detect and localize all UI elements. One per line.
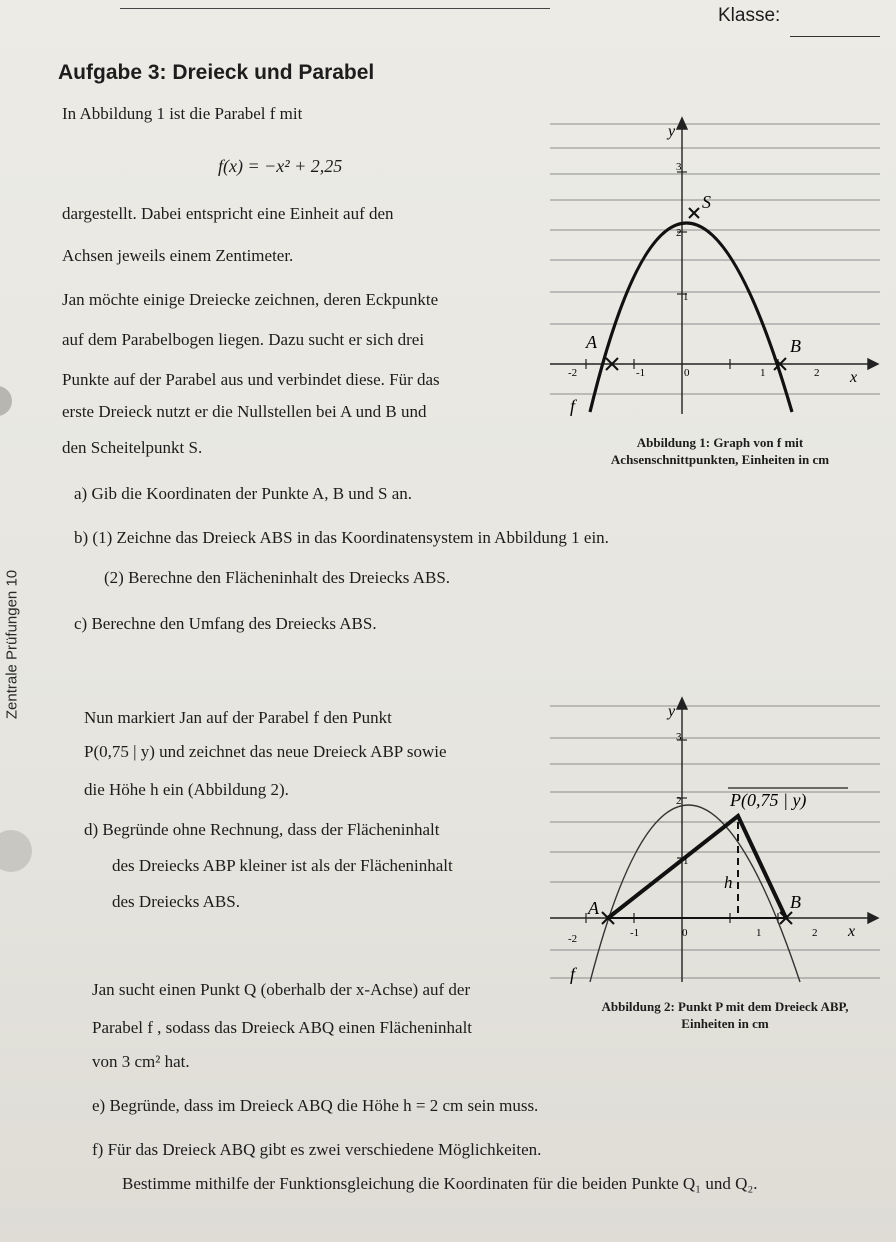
figure-2-triangle-ABP (608, 816, 786, 918)
figure-2-x-label: x (848, 923, 856, 940)
task-title: Aufgabe 3: Dreieck und Parabel (58, 61, 375, 84)
figure-2-graph (550, 692, 886, 992)
figure-1-y-label: y (668, 123, 676, 140)
figure-2-tick-x1: 1 (756, 927, 762, 939)
task-b1: b) (1) Zeichne das Dreieck ABS in das Koordinatensystem in Abbildung 1 ein. (74, 528, 609, 547)
task-e: e) Begründe, dass im Dreieck ABQ die Höhe h = 2 cm sein muss. (92, 1096, 539, 1115)
figure-2-A-label: A (588, 898, 599, 918)
figure-2-tick-x2: 2 (812, 927, 818, 939)
figure-2-caption-line-1: Abbildung 2: Punkt P mit dem Dreieck ABP, (601, 999, 849, 1014)
figure-1-tick-x1: 1 (760, 367, 766, 379)
intro-line-8: den Scheitelpunkt S. (62, 438, 203, 457)
figure-1-tick-xm1: -1 (636, 367, 646, 379)
side-label: Zentrale Prüfungen 10 (3, 569, 21, 720)
figure-2-caption-line-2: Einheiten in cm (681, 1016, 769, 1031)
figure-2-f-label: f (570, 964, 576, 984)
figure-2-tick-xm2: -2 (568, 933, 578, 945)
part3-line-2: Parabel f , sodass das Dreieck ABQ einen Flächeninhalt (92, 1018, 473, 1037)
figure-2-y-label: y (668, 703, 676, 720)
figure-2-B-label: B (790, 892, 801, 912)
figure-2-h-label: h (724, 873, 733, 892)
figure-1-caption-line-1: Abbildung 1: Graph von f mit (636, 435, 804, 450)
figure-1-caption-line-2: Achsenschnittpunkten, Einheiten in cm (610, 452, 830, 467)
figure-1-tick-xm2: -2 (568, 367, 578, 379)
task-d-line-2: des Dreiecks ABP kleiner ist als der Flächeninhalt (112, 856, 453, 875)
intro-line-6: Punkte auf der Parabel aus und verbindet diese. Für das (62, 370, 440, 389)
part3-line-1: Jan sucht einen Punkt Q (oberhalb der x-Achse) auf der (92, 980, 471, 999)
figure-2-tick-x0: 0 (682, 927, 688, 939)
task-d-line-1: d) Begründe ohne Rechnung, dass der Flächeninhalt (84, 820, 440, 839)
figure-1-S-label: S (702, 192, 711, 212)
figure-1-tick-y2: 2 (676, 227, 682, 239)
part2-line-1: Nun markiert Jan auf der Parabel f den Punkt (84, 708, 392, 727)
figure-1-A-label: A (586, 332, 597, 352)
intro-line-4: Jan möchte einige Dreiecke zeichnen, deren Eckpunkte (62, 290, 439, 309)
figure-1-B-label: B (790, 336, 801, 356)
figure-1-caption (560, 434, 880, 468)
punch-hole-bottom (0, 830, 32, 872)
part2-line-2: P(0,75 | y) und zeichnet das neue Dreieck ABP sowie (84, 742, 447, 761)
figure-2-gridlines (550, 706, 880, 978)
figure-1-point-markers (606, 208, 786, 370)
figure-1-x-arrow (868, 359, 878, 369)
task-d-line-3: des Dreiecks ABS. (112, 892, 240, 911)
task-c: c) Berechne den Umfang des Dreiecks ABS. (74, 614, 377, 633)
figure-1-x-label: x (850, 369, 858, 386)
punch-hole-top (0, 386, 12, 416)
figure-2-y-arrow (677, 698, 687, 709)
intro-line-3: Achsen jeweils einem Zentimeter. (62, 246, 294, 265)
function-formula: f(x) = −x² + 2,25 (218, 156, 343, 176)
klasse-label: Klasse: (718, 5, 781, 26)
figure-2-caption (560, 998, 890, 1032)
figure-1-parabola (590, 223, 792, 412)
part3-line-3: von 3 cm² hat. (92, 1052, 190, 1071)
intro-line-5: auf dem Parabelbogen liegen. Dazu sucht er sich drei (62, 330, 425, 349)
header-rule (120, 8, 550, 9)
figure-1-gridlines (550, 124, 880, 394)
task-f-line-2: Bestimme mithilfe der Funktionsgleichung die Koordinaten für die beiden Punkte Q₁ und Q₂. (122, 1174, 758, 1193)
intro-line-2: dargestellt. Dabei entspricht eine Einheit auf den (62, 204, 394, 223)
figure-1-tick-y1: 1 (683, 291, 689, 303)
klasse-field-line (790, 36, 880, 37)
intro-line-1: In Abbildung 1 ist die Parabel f mit (62, 104, 303, 123)
figure-2-x-arrow (868, 913, 878, 923)
figure-2-tick-y1: 1 (683, 855, 689, 867)
task-a: a) Gib die Koordinaten der Punkte A, B und S an. (74, 484, 413, 503)
figure-2-tick-y3: 3 (676, 731, 682, 743)
figure-2-tick-xm1: -1 (630, 927, 640, 939)
figure-1-tick-y3: 3 (676, 161, 682, 173)
figure-2-tick-y2: 2 (676, 795, 682, 807)
figure-1-tick-x0: 0 (684, 367, 690, 379)
figure-1-tick-x2: 2 (814, 367, 820, 379)
figure-1-graph (550, 114, 886, 426)
task-b2: (2) Berechne den Flächeninhalt des Dreiecks ABS. (104, 568, 451, 587)
task-f-line-1: f) Für das Dreieck ABQ gibt es zwei verschiedene Möglichkeiten. (92, 1140, 542, 1159)
part2-line-3: die Höhe h ein (Abbildung 2). (84, 780, 289, 799)
figure-1-f-label: f (570, 396, 576, 416)
intro-line-7: erste Dreieck nutzt er die Nullstellen bei A und B und (62, 402, 427, 421)
figure-2-P-label: P(0,75 | y) (730, 790, 807, 810)
figure-2-parabola (590, 805, 800, 982)
